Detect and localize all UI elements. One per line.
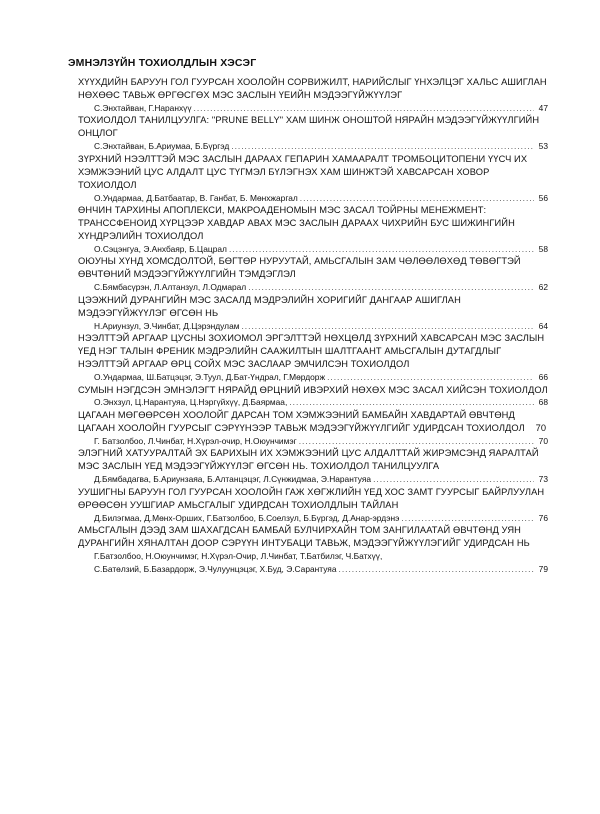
section-title: ЭМНЭЛЗҮЙН ТОХИОЛДЛЫН ХЭСЭГ (68, 57, 257, 69)
entry-authors: Н.Ариунзул, Э.Чинбат, Д.Цэрэндулам (94, 320, 240, 331)
entry-title[interactable]: ӨНЧИН ТАРХИНЫ АПОПЛЕКСИ, МАКРОАДЕНОМЫН МЭС ЗАСАЛ ТОЙРНЫ МЕНЕЖМЕНТ: ТРАНССФЕНОИД ХҮРЦЭЭР ХАВДАР АВАХ МЭС ЗАСЛЫН ДАРААХ ЧИХРИЙН БУС ШИЖИНГИЙН ХҮНДРЭЛИЙН ТОХИОЛДОЛ (78, 205, 515, 241)
toc-entry[interactable] (78, 153, 548, 204)
entry-authors: Г. Батзолбоо, Л.Чинбат, Н.Хүрэл-очир, Н.Оюунчимэг (94, 435, 297, 446)
entry-title[interactable]: ЭЛЭГНИЙ ХАТУУРАЛТАЙ ЭХ БАРИХЫН ИХ ХЭМЖЭЭНИЙ ЦУС АЛДАЛТТАЙ ЖИРЭМСЭНД ЯАРАЛТАЙ МЭС ЗАСЛЫН ҮЕД МЭДЭЭГҮЙЖҮҮЛЭГ ӨГСӨН НЬ. ТОХИОЛДОЛ ТАНИЛЦУУЛГА (78, 448, 539, 472)
author-line (78, 192, 548, 205)
page-number[interactable]: 64 (538, 320, 548, 331)
toc-entry[interactable] (78, 409, 548, 447)
entry-title[interactable]: ТОХИОЛДОЛ ТАНИЛЦУУЛГА: "PRUNE BELLY" ХАМ ШИНЖ ОНОШТОЙ НЯРАЙН МЭДЭЭГҮЙЖҮҮЛГИЙН ОНЦЛОГ (78, 115, 540, 139)
toc-entry[interactable] (78, 76, 548, 114)
toc-entry[interactable] (78, 204, 548, 255)
author-line (78, 320, 548, 333)
dot-leader (327, 371, 534, 384)
author-line (78, 243, 548, 256)
dot-leader (299, 435, 534, 448)
dot-leader (194, 102, 534, 115)
entry-title[interactable]: НЭЭЛТТЭЙ АРГААР ЦУСНЫ ЗОХИОМОЛ ЭРГЭЛТТЭЙ НӨХЦӨЛД ЗҮРХНИЙ ХАВСАРСАН МЭС ЗАСЛЫН ҮЕД НЭГ ТАЛЫН ФРЕНИК МЭДРЭЛИЙН СААЖИЛТЫН ШАЛТГААНТ АМЬСГАЛЫН ДУТАГДЛЫГ НЭЭЛТТЭЙ АРГААР ӨРЦ СОЙХ МЭС ЗАСЛААР ЭМЧИЛСЭН ТОХИОЛДОЛ (78, 333, 545, 370)
dot-leader (401, 512, 534, 525)
entry-title[interactable]: ЗҮРХНИЙ НЭЭЛТТЭЙ МЭС ЗАСЛЫН ДАРААХ ГЕПАРИН ХАМААРАЛТ ТРОМБОЦИТОПЕНИ ҮҮСЧ ИХ ХЭМЖЭЭНИЙ ЦУС АЛДАЛТ ЦУС ТҮГМЭЛ БҮЛЭГНЭХ ХАМ ШИНЖТЭЙ ХАВСАРСАН ХОВОР ТОХИОЛДОЛ (78, 153, 528, 190)
author-line (78, 512, 548, 525)
entry-title[interactable]: СУМЫН НЭГДСЭН ЭМНЭЛЭГТ НЯРАЙД ӨРЦНИЙ ИВЭРХИЙ НӨХӨХ МЭС ЗАСАЛ ХИЙСЭН ТОХИОЛДОЛ (78, 384, 548, 395)
toc-entry[interactable] (78, 486, 548, 524)
author-line (78, 563, 548, 576)
entry-authors: С.Энхтайван, Г.Наранхүү (94, 102, 192, 113)
page-number[interactable]: 53 (538, 141, 548, 152)
table-of-contents (78, 76, 548, 575)
entry-authors: С.Бямбасүрэн, Л.Алтанзул, Л.Одмарал (94, 282, 247, 293)
entry-title[interactable]: ХҮҮХДИЙН БАРУУН ГОЛ ГУУРСАН ХООЛОЙН СОРВИЖИЛТ, НАРИЙСЛЫГ ҮНХЭЛЦЭГ ХАЛЬС АШИГЛАН НӨХӨӨС ТАВЬЖ ӨРГӨСГӨХ МЭС ЗАСЛЫН ҮЕИЙН МЭДЭЭГҮЙЖҮҮЛЭГ (78, 77, 547, 100)
entry-title[interactable] (78, 409, 548, 435)
toc-entry[interactable] (78, 294, 548, 332)
author-line (78, 102, 548, 115)
page-number[interactable]: 58 (538, 243, 548, 254)
toc-entry[interactable] (78, 447, 548, 485)
toc-entry[interactable] (78, 114, 548, 152)
entry-title-text: ЦАГААН МӨГӨӨРСӨН ХООЛОЙГ ДАРСАН ТОМ ХЭМЖЭЭНИЙ БАМБАЙН ХАВДАРТАЙ ӨВЧТӨНД ЦАГААН ХООЛОЙН ГУУРСЫГ СЭРҮҮНЭЭР ТАВЬЖ МЭДЭЭГҮЙЖҮҮЛГИЙГ УДИРДСАН ТОХИОЛДОЛ (78, 410, 525, 433)
author-line (78, 473, 548, 486)
entry-authors: Д.Билэгмаа, Д.Мөнх-Орших, Г.Батзолбоо, Б.Соелзул, Б.Бүргэд, Д.Анар-эрдэнэ (94, 512, 400, 523)
toc-entry[interactable] (78, 524, 548, 575)
dot-leader (339, 563, 535, 576)
page-number[interactable]: 68 (538, 397, 548, 408)
dot-leader (248, 281, 534, 294)
author-line (78, 281, 548, 294)
page-number[interactable]: 47 (538, 102, 548, 113)
entry-authors: С.Энхтайван, Б.Ариумаа, Б.Бүргэд (94, 141, 230, 152)
entry-authors: С.Батөлзий, Б.Базардорж, Э.Чулуунцэцэг, Х.Буд, Э.Сарантуяа (94, 563, 337, 574)
toc-entry[interactable] (78, 384, 548, 410)
entry-authors: О.Сэцэнгуа, Э.Анхбаяр, Б.Цацрал (94, 243, 227, 254)
entry-title[interactable]: АМЬСГАЛЫН ДЭЭД ЗАМ ШАХАГДСАН БАМБАЙ БУЛЧИРХАЙН ТОМ ЗАНГИЛААТАЙ ӨВЧТӨНД УЯН ДУРАНГИЙН ХЯНАЛТАН ДООР СЭРҮҮН ИНТУБАЦИ ТАВЬЖ, МЭДЭЭГҮЙЖҮҮЛЭГИЙГ УДИРДСАН НЬ (78, 525, 530, 549)
page-number[interactable]: 76 (538, 512, 548, 523)
entry-title[interactable]: ЦЭЭЖНИЙ ДУРАНГИЙН МЭС ЗАСАЛД МЭДРЭЛИЙН ХОРИГИЙГ ДАНГААР АШИГЛАН МЭДЭЭГҮЙЖҮҮЛЭГ ӨГСӨН НЬ (78, 294, 461, 318)
page-number[interactable]: 73 (538, 474, 548, 485)
entry-authors: О.Энхзул, Ц.Нарантуяа, Ц.Нэргүйхүү, Д.Баярмаа, (94, 397, 288, 408)
author-line (78, 371, 548, 384)
entry-title[interactable]: ОЮУНЫ ХҮНД ХОМСДОЛТОЙ, БӨГТӨР НУРУУТАЙ, АМЬСГАЛЫН ЗАМ ЧӨЛӨӨЛӨХӨД ТӨВӨГТЭЙ ӨВЧТӨНИЙ МЭДЭЭГҮЙЖҮҮЛГИЙН ТЭМДЭГЛЭЛ (78, 256, 521, 280)
page-number[interactable]: 70 (538, 435, 548, 446)
page-number[interactable]: 66 (538, 371, 548, 382)
page-number[interactable]: 62 (538, 282, 548, 293)
entry-title[interactable]: УУШИГНЫ БАРУУН ГОЛ ГУУРСАН ХООЛОЙН ГАЖ ХӨГЖЛИЙН ҮЕД ХОС ЗАМТ ГУУРСЫГ БАЙРЛУУЛАН ӨРӨӨСӨН УУШГИАР АМЬСГАЛЫГ УДИРДСАН ТОХИОЛДЛЫН ТАЙЛАН (78, 486, 545, 510)
dot-leader (289, 396, 534, 409)
entry-authors: О.Ундармаа, Д.Батбаатар, В. Ганбат, Б. Мөнхжаргал (94, 192, 298, 203)
entry-authors: О.Ундармаа, Ш.Батцэцэг, Э.Туул, Д.Бат-Үндрал, Г.Мөрдорж (94, 371, 326, 382)
dot-leader (229, 243, 534, 256)
author-line (78, 396, 548, 409)
page-number[interactable]: 56 (538, 192, 548, 203)
dot-leader (373, 473, 534, 486)
entry-authors-first-line: Г.Батзолбоо, Н.Оюунчимэг, Н.Хүрэл-Очир, Л.Чинбат, Т.Батбилэг, Ч.Батхүү, (94, 551, 383, 562)
author-line (78, 435, 548, 448)
toc-entry[interactable] (78, 255, 548, 293)
dot-leader (300, 192, 534, 205)
dot-leader (241, 320, 534, 333)
title-page-number: 70 (535, 422, 547, 433)
author-line (78, 140, 548, 153)
toc-entry[interactable] (78, 332, 548, 383)
entry-authors: Д.Бямбадагва, Б.Ариунзаяа, Б.Алтанцэцэг, Л.Сүнжидмаа, Э.Нарантуяа (94, 474, 372, 485)
page-number[interactable]: 79 (538, 563, 548, 574)
dot-leader (231, 140, 534, 153)
